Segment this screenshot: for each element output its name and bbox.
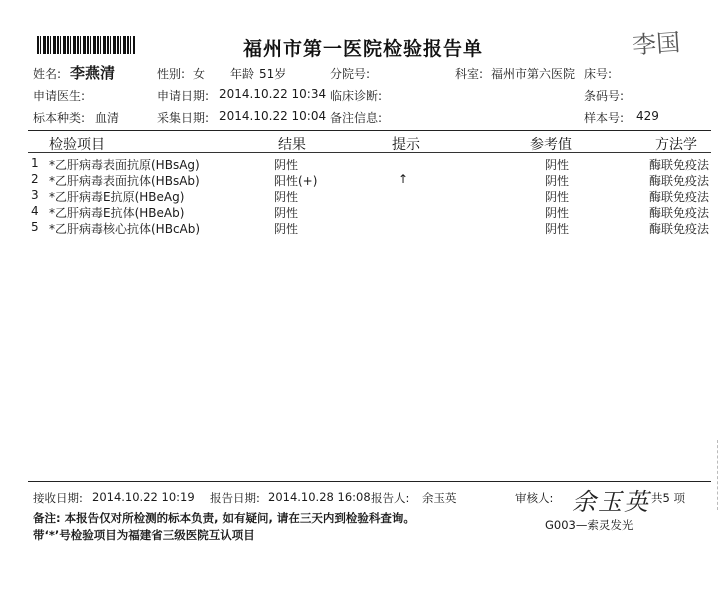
collect-date-label: 采集日期: xyxy=(157,111,210,125)
apply-date: 2014.10.22 10:34 xyxy=(219,87,327,101)
row-no: 5 xyxy=(31,220,39,234)
disclaimer-note: 备注: 本报告仅对所检测的标本负责, 如有疑问, 请在三天内到检验科查询。 xyxy=(33,511,415,525)
row-ref: 阴性 xyxy=(545,206,570,220)
receive-date: 2014.10.22 10:19 xyxy=(92,490,195,504)
scan-edge-mark xyxy=(717,440,726,510)
branch-label: 分院号: xyxy=(330,67,371,81)
col-header-hint: 提示 xyxy=(392,137,420,153)
col-header-ref: 参考值 xyxy=(530,137,572,153)
row-result: 阳性(+) xyxy=(274,174,318,188)
diagnosis-label: 临床诊断: xyxy=(330,89,383,103)
row-hint-arrow: ↑ xyxy=(398,172,409,186)
patient-sex: 女 xyxy=(193,67,206,81)
collect-date: 2014.10.22 10:04 xyxy=(219,109,327,123)
col-header-result: 结果 xyxy=(278,137,306,153)
row-method: 酶联免疫法 xyxy=(648,222,709,236)
row-ref: 阴性 xyxy=(545,158,570,172)
sample-no-label: 样本号: xyxy=(584,111,625,125)
dept-label: 科室: xyxy=(455,67,484,81)
row-item: *乙肝病毒E抗原(HBeAg) xyxy=(49,190,185,204)
remark-label: 备注信息: xyxy=(330,111,383,125)
item-total: 共5 项 xyxy=(651,491,685,505)
row-item: *乙肝病毒E抗体(HBeAb) xyxy=(49,206,185,220)
report-title: 福州市第一医院检验报告单 xyxy=(242,38,483,60)
table-row xyxy=(28,204,711,220)
table-row xyxy=(28,220,711,236)
row-result: 阴性 xyxy=(274,158,299,172)
mutual-recognition-note: 带‘*’号检验项目为福建省三级医院互认项目 xyxy=(33,528,255,542)
row-method: 酶联免疫法 xyxy=(648,206,709,220)
row-ref: 阴性 xyxy=(545,174,570,188)
sample-type: 血清 xyxy=(95,111,120,125)
row-ref: 阴性 xyxy=(545,190,570,204)
row-item: *乙肝病毒表面抗原(HBsAg) xyxy=(49,158,200,172)
table-header-rule xyxy=(28,152,711,153)
reviewer-signature: 余玉英 xyxy=(572,488,650,516)
reporter-label: 报告人: xyxy=(371,491,410,505)
instrument-code: G003—索灵发光 xyxy=(545,518,634,532)
dept-value: 福州市第六医院 xyxy=(491,67,576,81)
col-header-method: 方法学 xyxy=(655,137,697,153)
row-no: 3 xyxy=(31,188,39,202)
barcode-label: 条码号: xyxy=(584,89,625,103)
sample-type-label: 标本种类: xyxy=(33,111,86,125)
table-row xyxy=(28,188,711,204)
table-row xyxy=(28,156,711,172)
name-label: 姓名: xyxy=(33,67,62,81)
receive-date-label: 接收日期: xyxy=(33,491,83,505)
apply-date-label: 申请日期: xyxy=(157,89,210,103)
row-no: 1 xyxy=(31,156,39,170)
row-result: 阴性 xyxy=(274,206,299,220)
row-method: 酶联免疫法 xyxy=(648,190,709,204)
report-date: 2014.10.28 16:08 xyxy=(268,490,371,504)
table-top-rule xyxy=(28,130,711,131)
sex-label: 性别: xyxy=(157,67,186,81)
row-ref: 阴性 xyxy=(545,222,570,236)
patient-age: 51岁 xyxy=(259,67,287,81)
row-no: 4 xyxy=(31,204,39,218)
row-result: 阴性 xyxy=(274,190,299,204)
row-no: 2 xyxy=(31,172,39,186)
row-item: *乙肝病毒核心抗体(HBcAb) xyxy=(49,222,201,236)
doctor-label: 申请医生: xyxy=(33,89,86,103)
bed-label: 床号: xyxy=(584,67,613,81)
reviewer-label: 审核人: xyxy=(515,491,554,505)
patient-name: 李燕清 xyxy=(70,64,116,82)
age-label: 年龄 xyxy=(230,67,255,81)
table-row xyxy=(28,172,711,188)
reporter-name: 余玉英 xyxy=(422,491,457,505)
handwritten-stamp: 李国 xyxy=(631,28,682,60)
row-method: 酶联免疫法 xyxy=(648,158,709,172)
sample-no: 429 xyxy=(636,109,659,123)
row-method: 酶联免疫法 xyxy=(648,174,709,188)
row-item: *乙肝病毒表面抗体(HBsAb) xyxy=(49,174,200,188)
row-result: 阴性 xyxy=(274,222,299,236)
col-header-item: 检验项目 xyxy=(49,137,105,153)
report-date-label: 报告日期: xyxy=(210,491,260,505)
